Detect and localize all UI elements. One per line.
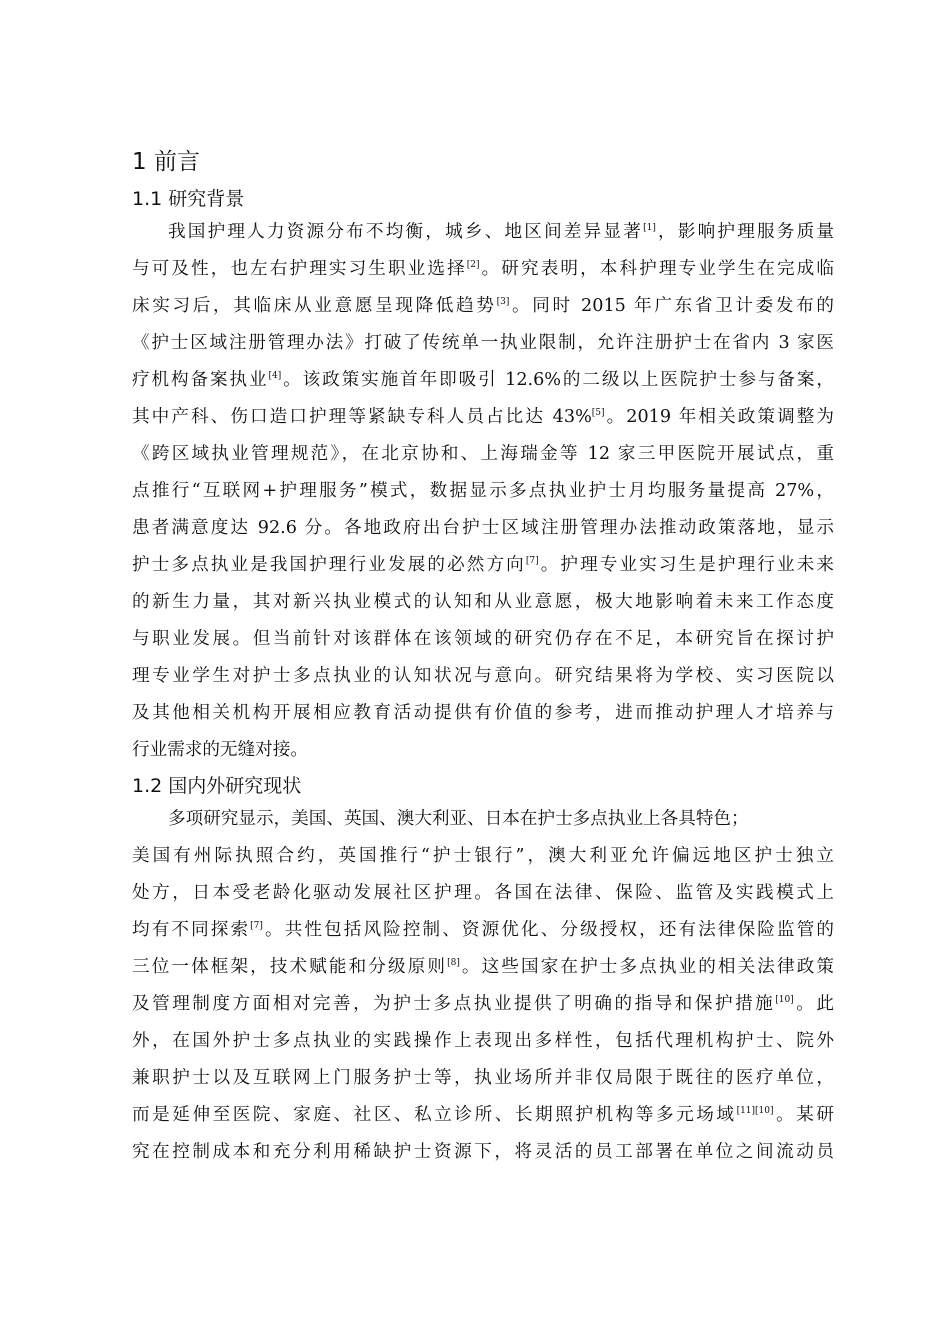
text-run: 《护士区域注册管理办法》打破了传统单一执业限制，允许注册护士在省内 3 家医 — [132, 333, 834, 353]
text-run: 理专业学生对护士多点执业的认知状况与意向。研究结果将为学校、实习医院以 — [132, 666, 834, 686]
section-1 — [132, 184, 834, 769]
text-run: 美国有州际执照合约，英国推行“护士银行”，澳大利亚允许偏远地区护士独立 — [132, 846, 834, 866]
paragraph-line — [132, 1134, 834, 1171]
text-run: 患者满意度达 92.6 分。各地政府出台护士区域注册管理办法推动政策落地，显示 — [132, 518, 834, 538]
paragraph-line — [132, 547, 834, 584]
paragraph-line — [132, 658, 834, 695]
chapter-title: 1 前言 — [132, 149, 200, 175]
text-run: 。护理专业实习生是护理行业未来 — [538, 555, 834, 575]
paragraph-line — [132, 214, 834, 251]
text-run: 护士多点执业是我国护理行业发展的必然方向 — [132, 555, 526, 575]
citation-reference: [4] — [268, 371, 282, 381]
text-run: ，影响护理服务质量 — [655, 222, 834, 242]
paragraph-line — [132, 695, 834, 732]
text-run: 究在控制成本和充分利用稀缺护士资源下，将灵活的员工部署在单位之间流动员 — [132, 1142, 834, 1162]
citation-reference: [1] — [643, 223, 656, 233]
section-heading: 1.1 研究背景 — [132, 188, 245, 210]
text-run: 。这些国家在护士多点执业的相关法律政策 — [459, 957, 834, 977]
paragraph-line — [132, 732, 834, 769]
paragraph-line — [132, 801, 834, 838]
paragraph-line — [132, 1023, 834, 1060]
text-run: 及其他相关机构开展相应教育活动提供有价值的参考，进而推动护理人才培养与 — [132, 703, 834, 723]
text-run: 及管理制度方面相对完善，为护士多点执业提供了明确的指导和保护措施 — [132, 994, 776, 1014]
paragraph-line — [132, 584, 834, 621]
text-run: 的新生力量，其对新兴执业模式的认知和从业意愿，极大地影响着未来工作态度 — [132, 592, 834, 612]
paragraph-line — [132, 875, 834, 912]
text-run: 三位一体框架，技术赋能和分级原则 — [132, 957, 448, 977]
text-run: 。该政策实施首年即吸引 12.6%的二级以上医院护士参与备案， — [281, 370, 834, 390]
paragraph-line — [132, 949, 834, 986]
citation-reference: [7] — [525, 556, 539, 566]
citation-reference: [2] — [466, 260, 480, 270]
text-run: 多项研究显示，美国、英国、澳大利亚、日本在护士多点执业上各具特色； — [168, 809, 749, 829]
text-run: 疗机构备案执业 — [132, 370, 269, 390]
text-run: 。2019 年相关政策调整为 — [604, 407, 834, 427]
paragraph-line — [132, 510, 834, 547]
text-run: 点推行“互联网+护理服务”模式，数据显示多点执业护士月均服务量提高 27%， — [132, 481, 834, 501]
paragraph-line — [132, 251, 834, 288]
paragraph-line — [132, 912, 834, 949]
paragraph-line — [132, 399, 834, 436]
sections — [132, 184, 834, 1171]
text-run: 。共性包括风险控制、资源优化、分级授权，还有法律保险监管的 — [262, 920, 834, 940]
paragraph-line — [132, 1097, 834, 1134]
text-run: 。同时 2015 年广东省卫计委发布的 — [509, 296, 834, 316]
paragraph-line — [132, 325, 834, 362]
paragraph-line — [132, 288, 834, 325]
text-run: 与可及性，也左右护理实习生职业选择 — [132, 259, 467, 279]
text-run: 处方，日本受老龄化驱动发展社区护理。各国在法律、保险、监管及实践模式上 — [132, 883, 834, 903]
paragraph-line — [132, 362, 834, 399]
text-run: 《跨区域执业管理规范》，在北京协和、上海瑞金等 12 家三甲医院开展试点，重 — [132, 444, 834, 464]
section-heading: 1.2 国内外研究现状 — [132, 775, 302, 797]
text-run: 其中产科、伤口造口护理等紧缺专科人员占比达 43% — [132, 407, 592, 427]
citation-reference: [11][10] — [736, 1106, 774, 1116]
text-run: 与职业发展。但当前针对该群体在该领域的研究仍存在不足，本研究旨在探讨护 — [132, 629, 834, 649]
citation-reference: [10] — [775, 995, 794, 1005]
text-run: 。某研 — [773, 1105, 834, 1125]
text-run: 行业需求的无缝对接。 — [132, 740, 308, 760]
section-2 — [132, 771, 834, 1171]
text-run: 外，在国外护士多点执业的实践操作上表现出多样性，包括代理机构护士、院外 — [132, 1031, 834, 1051]
text-run: 。研究表明，本科护理专业学生在完成临 — [479, 259, 834, 279]
paragraph-line — [132, 986, 834, 1023]
citation-reference: [7] — [250, 921, 263, 931]
document-page — [132, 142, 834, 1173]
citation-reference: [5] — [591, 408, 605, 418]
paragraph-line — [132, 473, 834, 510]
text-run: 均有不同探索 — [132, 920, 251, 940]
paragraph-line — [132, 436, 834, 473]
text-run: 而是延伸至医院、家庭、社区、私立诊所、长期照护机构等多元场域 — [132, 1105, 737, 1125]
text-run: 我国护理人力资源分布不均衡，城乡、地区间差异显著 — [168, 222, 644, 242]
text-run: 床实习后，其临床从业意愿呈现降低趋势 — [132, 296, 497, 316]
text-run: 兼职护士以及互联网上门服务护士等，执业场所并非仅局限于既往的医疗单位， — [132, 1068, 834, 1088]
citation-reference: [3] — [496, 297, 510, 307]
text-run: 。此 — [793, 994, 834, 1014]
citation-reference: [8] — [447, 958, 460, 968]
paragraph-line — [132, 838, 834, 875]
paragraph-line — [132, 1060, 834, 1097]
paragraph-line — [132, 621, 834, 658]
